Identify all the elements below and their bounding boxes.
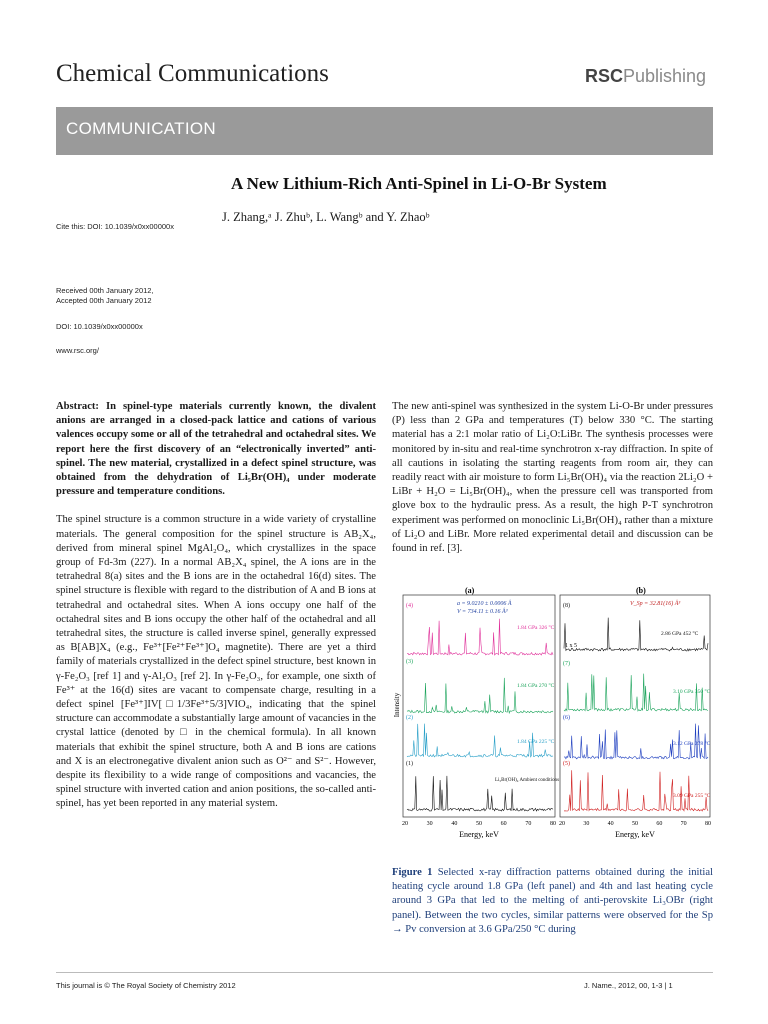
- panel-a-x-label: Energy, keV: [459, 830, 499, 839]
- intro-paragraph: The spinel structure is a common structure in a wide variety of crystalline materials. The general composition for the spinel structure is AB₂X₄, derived from mineral spinel MgAl₂O₄, which crystallizes in the space group of Fd-3m (227). In a normal AB₂X₄ spinel, the A ions are in the tetrahedral 8(a) sites and the B ions are in the octahedral 16(d) sites. The spinel structure is flexible with regard to the distribution of A and B ions at tetrahedral and octahedral sites. When A ions occupy one half of the octahedral sites and B ions occupy the other half of the octahedral and all tetrahedral sites, the structure is called inverse spinel, generally expressed as B[AB]X₄ (e.g., Fe³⁺[Fe²⁺Fe³⁺]O₄ magnetite). There are yet a third family of materials crystallized in the defect spinel structure, best known in γ-Fe₂O₃ [ref 1] and γ-Al₂O₃ [ref 2]. In γ-Fe₂O₃, for example, one sixth of Fe³⁺ at the 16(d) sites are vacant to compensate charge, resulting in a defect spinel [Fe³⁺]IV[□1/3Fe³⁺5/3]VIO₄, indicating that the spinel structure can accommodate a substantially large amount of vacancies in the crystal lattice (denoted by □ in the chemical formula). In all known materials that exhibit the spinel structure, both A and B ions are cations and X is an electronegative divalent anion such as O²⁻ and S²⁻. However, despite its flexibility to a wide range of compositions and vacancies, the spinel structure with inverted cation and anion positions, the so-called anti-spinel, has yet been reported in any material system.: [56, 514, 376, 810]
- panel-b-ticks: [559, 821, 711, 827]
- pattern-label-4: (4): [406, 603, 413, 609]
- ticks-b-label-1: 30: [583, 821, 590, 827]
- publisher-logo-rsc: RSC: [585, 66, 624, 86]
- lattice-parameter: a = 9.0210 ± 0.0006 Å: [457, 601, 512, 607]
- ticks-b-label-2: 40: [607, 821, 614, 827]
- condition-8: 2.86 GPa 452 °C: [661, 631, 699, 637]
- panel-b-x-label: Energy, keV: [615, 830, 655, 839]
- cite-doi: Cite this: DOI: 10.1039/x0xx00000x: [56, 222, 174, 231]
- left-column: [56, 400, 376, 812]
- pattern-label-5: (5): [563, 761, 570, 767]
- ticks-b-label-4: 60: [656, 821, 663, 827]
- panel-b-frame: [560, 595, 710, 817]
- condition-6: 3.12 GPa 278 °C: [673, 741, 711, 747]
- pattern-label-8: (8): [563, 603, 570, 609]
- abstract: Abstract: In spinel-type materials currently known, the divalent anions are arranged in a closed-pack lattice and cations of various valences occupy some or all of the tetrahedral and octahedral sites. We report here the first discovery of an “electronically inverted” anti-spinel. The new material, crystallized in a defect spinel structure, was obtained from the dehydration of Li₅Br(OH)₄ under moderate pressure and temperature conditions.: [56, 401, 376, 498]
- condition-4: 1.84 GPa 326 °C: [517, 625, 555, 631]
- ticks-a-label-5: 70: [525, 821, 532, 827]
- ticks-a-label-6: 80: [550, 821, 556, 827]
- unit-cell-volume: V = 734.11 ± 0.16 Å³: [457, 609, 508, 615]
- publisher-logo-publishing: Publishing: [623, 66, 707, 86]
- ticks-b-label-0: 20: [559, 821, 565, 827]
- doi: DOI: 10.1039/x0xx00000x: [56, 322, 143, 331]
- journal-title: Chemical Communications: [56, 60, 329, 87]
- ticks-a-label-3: 50: [476, 821, 482, 827]
- ticks-a-label-1: 30: [426, 821, 433, 827]
- condition-7: 3.10 GPa 350 °C: [673, 689, 711, 695]
- ticks-b-label-6: 80: [705, 821, 711, 827]
- received-date: Received 00th January 2012,: [56, 286, 154, 295]
- condition-2: 1.84 GPa 225 °C: [517, 739, 555, 745]
- ticks-b-label-5: 70: [680, 821, 687, 827]
- footer-copyright: This journal is © The Royal Society of Chemistry 2012: [56, 981, 236, 990]
- article-type-banner: [56, 107, 713, 155]
- journal-url[interactable]: www.rsc.org/: [56, 346, 99, 355]
- accepted-date: Accepted 00th January 2012: [56, 296, 152, 305]
- pattern-label-1: (1): [406, 761, 413, 767]
- caption-text: Selected x-ray diffraction patterns obtained during the initial heating cycle around 1.8 GPa (left panel) and 4th and last heating cycle around 3 GPa that led to the melting of anti-perovskite Li₃OBr (right panel). Between the two cycles, similar patterns were observed for the Sp → Pv conversion at 3.6 GPa/250 °C during: [392, 867, 713, 935]
- author-list: J. Zhang,ᵃ J. Zhuᵇ, L. Wangᵇ and Y. Zhaoᵇ: [222, 210, 430, 224]
- ticks-a-label-2: 40: [451, 821, 458, 827]
- ticks-a-label-0: 20: [402, 821, 408, 827]
- trace-5: [564, 770, 708, 811]
- condition-5: 3.09 GPa 255 °C: [673, 793, 711, 799]
- pattern-label-3: (3): [406, 659, 413, 665]
- caption-label: Figure 1: [392, 867, 433, 878]
- ticks-a-label-4: 60: [500, 821, 507, 827]
- publisher-logo: [585, 66, 706, 87]
- condition-3: 1.84 GPa 270 °C: [517, 683, 555, 689]
- synthesis-paragraph: The new anti-spinel was synthesized in the system Li-O-Br under pressures (P) less than 2 GPa and temperatures (T) below 330 °C. The starting material has a 2:1 molar ratio of Li₂O:LiBr. The synthesis processes were monitored by in-situ and real-time synchrotron x-ray diffraction. In spite of all cautions in isolating the starting reagents from room air, they can readily react with air moisture to form Li₅Br(OH)₄ via the reaction 2Li₂O + LiBr + H₂O = Li₅Br(OH)₄, when the pressure cell was transported from glove box to the hydraulic press. As a result, the high P-T synchrotron experiment was performed on monoclinic Li₅Br(OH)₄ rather than a mixture of Li₂O and LiBr. More related experimental detail and discussion can be found in ref. [3].: [392, 401, 713, 555]
- pattern-label-7: (7): [563, 661, 570, 667]
- xrd-figure: [395, 585, 713, 843]
- right-column: [392, 400, 713, 556]
- scale-factor-label: 1 x 5: [565, 643, 577, 649]
- article-title: A New Lithium-Rich Anti-Spinel in Li-O-Br System: [231, 174, 607, 193]
- panel-a-ticks: [402, 821, 556, 827]
- footer-page-info: J. Name., 2012, 00, 1-3 | 1: [584, 981, 673, 990]
- banner-label: COMMUNICATION: [66, 119, 216, 138]
- ticks-b-label-3: 50: [632, 821, 638, 827]
- y-axis-label: Intensity: [393, 692, 401, 718]
- condition-1: Li₅Br(OH)₄ Ambient conditions: [495, 778, 560, 783]
- footer-divider: [56, 972, 713, 973]
- panel-a-label: (a): [465, 586, 475, 595]
- panel-b-label: (b): [636, 586, 646, 595]
- pattern-label-6: (6): [563, 715, 570, 721]
- figure-caption: [392, 866, 713, 937]
- sp-volume: V_Sp = 32.81(16) Å³: [630, 601, 681, 607]
- pattern-label-2: (2): [406, 715, 413, 721]
